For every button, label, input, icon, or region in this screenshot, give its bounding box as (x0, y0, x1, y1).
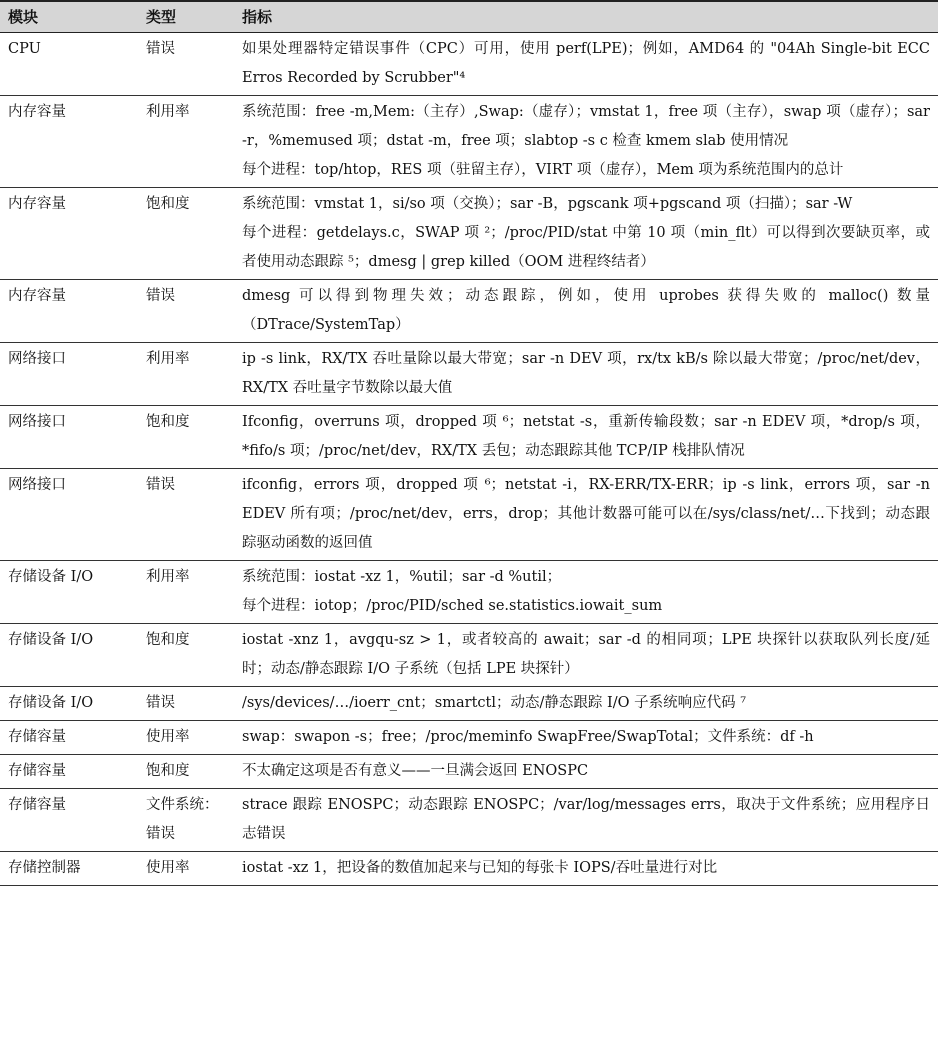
metric-cell (234, 468, 938, 560)
type-cell: 使用率 (138, 851, 234, 885)
metric-cell (234, 32, 938, 95)
table-row (0, 187, 938, 279)
table-row (0, 405, 938, 468)
metric-line: ifconfig，errors 项，dropped 项 ⁶；netstat -i，RX-ERR/TX-ERR；ip -s link，errors 项，sar -n EDEV 所有项；/proc/net/dev，errs，drop；其他计数器可能可以在/sys/class/net/…下找到；动态跟踪驱动函数的返回值 (242, 476, 930, 551)
module-cell: 网络接口 (0, 405, 138, 468)
module-cell: 存储控制器 (0, 851, 138, 885)
metric-line: /sys/devices/…/ioerr_cnt；smartctl；动态/静态跟踪 I/O 子系统响应代码 ⁷ (242, 694, 747, 711)
metric-line: iostat -xz 1，把设备的数值加起来与已知的每张卡 IOPS/吞吐量进行对比 (242, 859, 718, 876)
module-cell: CPU (0, 32, 138, 95)
table-row (0, 851, 938, 885)
metric-cell (234, 342, 938, 405)
metric-line: 每个进程：iotop；/proc/PID/sched se.statistics.iowait_sum (242, 597, 663, 614)
table-row (0, 623, 938, 686)
module-cell: 网络接口 (0, 468, 138, 560)
type-cell: 错误 (138, 468, 234, 560)
header-type: 类型 (138, 1, 234, 32)
table-row (0, 754, 938, 788)
metric-line: 如果处理器特定错误事件（CPC）可用，使用 perf(LPE)；例如，AMD64 的 "04Ah Single-bit ECC Erros Recorded by Scrubber"⁴ (242, 40, 930, 86)
metric-line: iostat -xnz 1，avgqu-sz > 1，或者较高的 await；sar -d 的相同项；LPE 块探针以获取队列长度/延时；动态/静态跟踪 I/O 子系统（包括 LPE 块探针） (242, 631, 930, 677)
header-row (0, 1, 938, 32)
metric-line: 系统范围：free -m,Mem:（主存）,Swap:（虚存）；vmstat 1，free 项（主存），swap 项（虚存）；sar -r，%memused 项；dstat -m，free 项；slabtop -s c 检查 kmem slab 使用情况 (242, 103, 930, 149)
module-cell: 内存容量 (0, 279, 138, 342)
type-cell: 饱和度 (138, 405, 234, 468)
table-row (0, 279, 938, 342)
metric-line: 不太确定这项是否有意义——一旦满会返回 ENOSPC (242, 762, 589, 779)
metric-line: swap：swapon -s；free；/proc/meminfo SwapFree/SwapTotal；文件系统：df -h (242, 728, 814, 745)
table-row (0, 468, 938, 560)
table-row (0, 720, 938, 754)
table-row (0, 342, 938, 405)
metric-line: 每个进程：top/htop，RES 项（驻留主存），VIRT 项（虚存），Mem 项为系统范围内的总计 (242, 161, 844, 178)
module-cell: 存储容量 (0, 754, 138, 788)
module-cell: 存储设备 I/O (0, 686, 138, 720)
type-cell: 利用率 (138, 95, 234, 187)
type-cell: 饱和度 (138, 754, 234, 788)
metric-cell (234, 623, 938, 686)
metric-cell (234, 788, 938, 851)
metric-cell (234, 686, 938, 720)
metric-line: ip -s link，RX/TX 吞吐量除以最大带宽；sar -n DEV 项，rx/tx kB/s 除以最大带宽；/proc/net/dev，RX/TX 吞吐量字节数除以最大值 (242, 350, 930, 396)
metric-line: dmesg 可以得到物理失效；动态跟踪，例如，使用 uprobes 获得失败的 malloc() 数量（DTrace/SystemTap） (242, 287, 930, 333)
module-cell: 网络接口 (0, 342, 138, 405)
metric-line: 系统范围：vmstat 1，si/so 项（交换）；sar -B，pgscank 项+pgscand 项（扫描）；sar -W (242, 195, 853, 212)
table-row (0, 686, 938, 720)
table-row (0, 560, 938, 623)
type-cell: 文件系统：错误 (138, 788, 234, 851)
metric-cell (234, 279, 938, 342)
metric-cell (234, 851, 938, 885)
metric-cell (234, 405, 938, 468)
type-cell: 使用率 (138, 720, 234, 754)
module-cell: 存储容量 (0, 720, 138, 754)
module-cell: 内存容量 (0, 95, 138, 187)
metric-cell (234, 95, 938, 187)
header-module: 模块 (0, 1, 138, 32)
type-cell: 饱和度 (138, 187, 234, 279)
module-cell: 存储设备 I/O (0, 623, 138, 686)
metric-line: 系统范围：iostat -xz 1，%util；sar -d %util； (242, 568, 562, 585)
table-row (0, 95, 938, 187)
table-row (0, 32, 938, 95)
module-cell: 存储容量 (0, 788, 138, 851)
table-body (0, 32, 938, 885)
table-row (0, 788, 938, 851)
module-cell: 存储设备 I/O (0, 560, 138, 623)
type-cell: 利用率 (138, 342, 234, 405)
metric-line: Ifconfig，overruns 项，dropped 项 ⁶；netstat -s，重新传输段数；sar -n EDEV 项，*drop/s 项，*fifo/s 项；/proc/net/dev，RX/TX 丢包；动态跟踪其他 TCP/IP 栈排队情况 (242, 413, 930, 459)
type-cell: 饱和度 (138, 623, 234, 686)
type-cell: 错误 (138, 279, 234, 342)
metric-cell (234, 187, 938, 279)
metric-cell (234, 720, 938, 754)
type-cell: 错误 (138, 686, 234, 720)
module-cell: 内存容量 (0, 187, 138, 279)
metric-line: 每个进程：getdelays.c，SWAP 项 ²；/proc/PID/stat 中第 10 项（min_flt）可以得到次要缺页率，或者使用动态跟踪 ⁵；dmesg | grep killed（OOM 进程终结者） (242, 224, 930, 270)
type-cell: 利用率 (138, 560, 234, 623)
type-cell: 错误 (138, 32, 234, 95)
metric-cell (234, 560, 938, 623)
metric-line: strace 跟踪 ENOSPC；动态跟踪 ENOSPC；/var/log/messages errs，取决于文件系统；应用程序日志错误 (242, 796, 930, 842)
header-metric: 指标 (234, 1, 938, 32)
metric-cell (234, 754, 938, 788)
